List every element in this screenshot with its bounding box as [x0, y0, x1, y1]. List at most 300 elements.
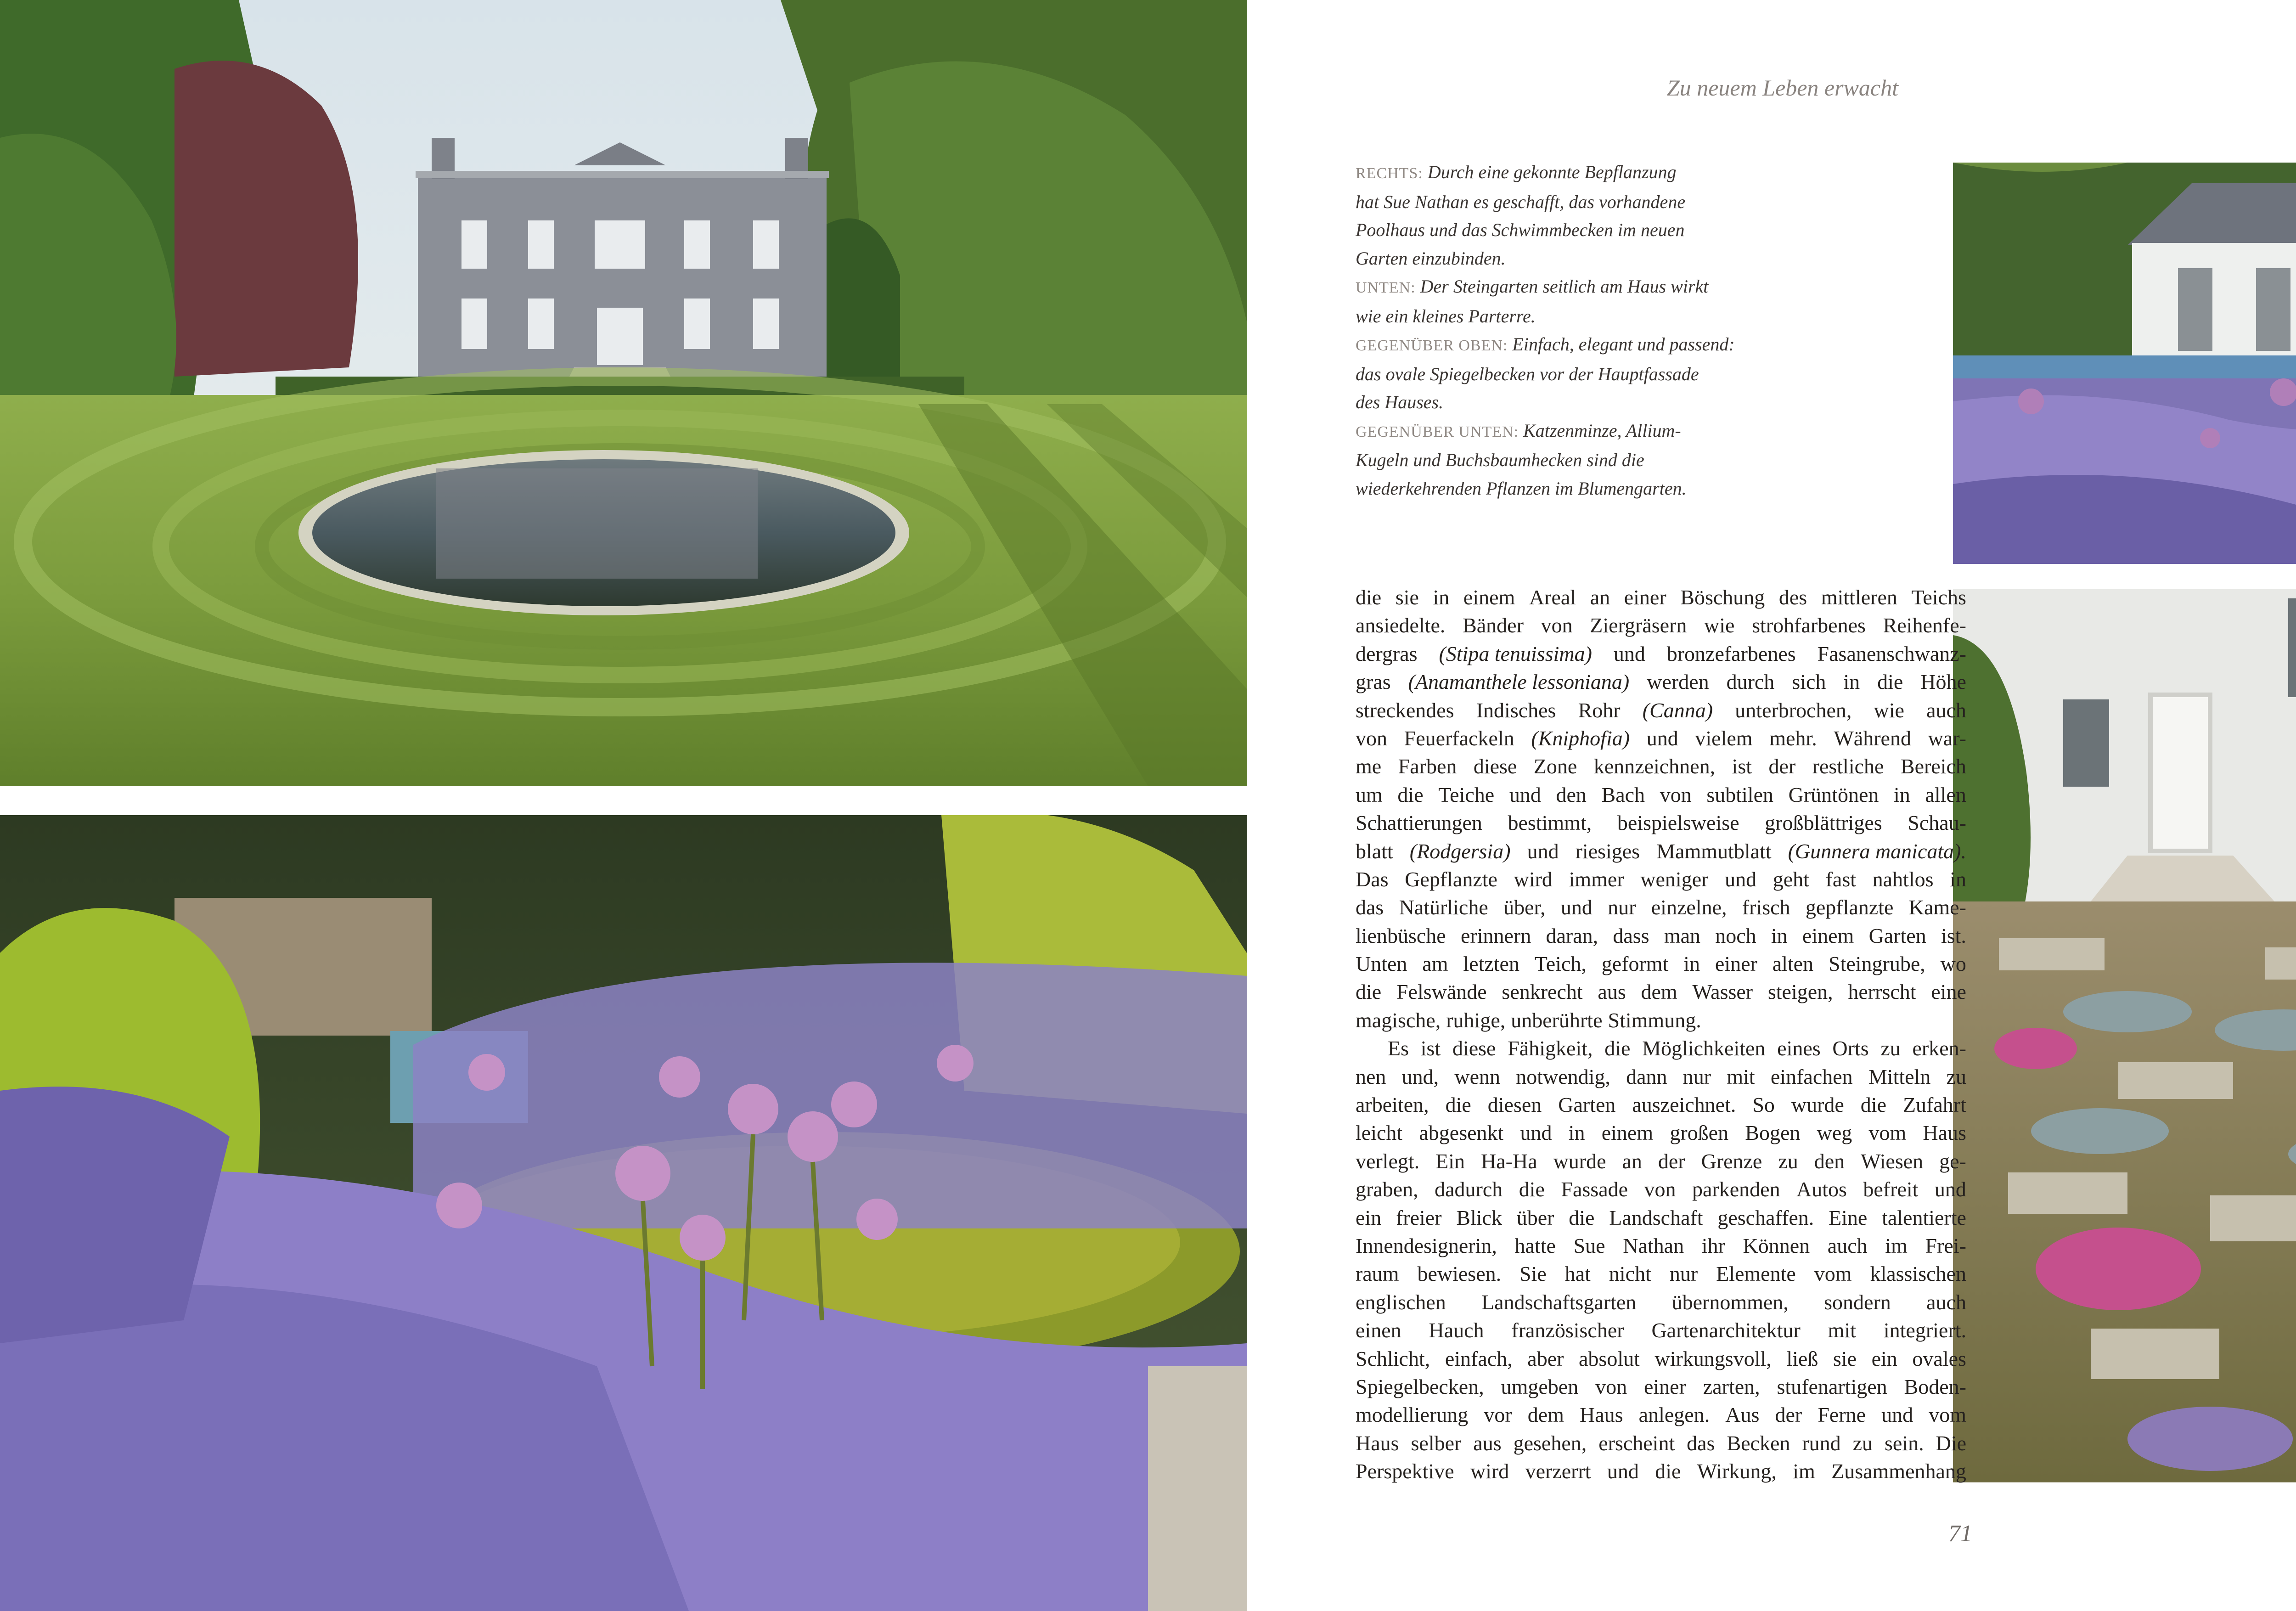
word: dann	[1626, 1065, 1667, 1088]
word: Boden-	[1904, 1374, 1966, 1398]
word: nen	[1356, 1065, 1386, 1088]
word: einzelne,	[1651, 896, 1727, 919]
word: einer	[1643, 1374, 1686, 1398]
word: zu	[1880, 1036, 1901, 1060]
word: beispielsweise	[1617, 811, 1739, 835]
word: von	[1644, 1177, 1676, 1201]
word: nur	[1669, 1262, 1698, 1286]
word: die	[1655, 1459, 1681, 1483]
word: (Canna)	[1642, 698, 1713, 722]
word: anlegen.	[1638, 1403, 1710, 1427]
word: Farben	[1398, 755, 1457, 778]
word: Nathan	[1623, 1234, 1684, 1257]
word: freier	[1396, 1205, 1442, 1229]
caption-line	[1356, 417, 1787, 446]
text-line	[1356, 781, 1966, 809]
word: riesiges	[1575, 839, 1640, 863]
word: Autos	[1796, 1177, 1847, 1201]
word: Möglichkeiten	[1642, 1036, 1766, 1060]
word: Wiesen	[1861, 1149, 1924, 1173]
word: klassischen	[1870, 1262, 1966, 1286]
text-line	[1356, 1175, 1966, 1203]
photo-captions	[1356, 158, 1787, 502]
word: Eine	[1829, 1205, 1868, 1229]
word: Indisches	[1476, 698, 1556, 722]
word: abgesenkt	[1419, 1121, 1504, 1145]
word: magische,	[1356, 1008, 1441, 1032]
text-line	[1356, 978, 1966, 1006]
word: zu	[1852, 1431, 1873, 1455]
word: rund	[1802, 1431, 1841, 1455]
word: geformt	[1601, 952, 1669, 976]
word: und	[1613, 642, 1645, 665]
word: erken-	[1912, 1036, 1966, 1060]
word: diese	[1452, 1036, 1496, 1060]
word: Ferne	[1818, 1403, 1866, 1427]
word: auch	[1827, 1234, 1868, 1257]
word: Zusammenhang	[1831, 1459, 1966, 1483]
word: Grenze	[1701, 1149, 1762, 1173]
word: Teich,	[1534, 952, 1587, 976]
word: einem	[1802, 924, 1854, 947]
word: von	[1595, 1374, 1627, 1398]
word: raum	[1356, 1262, 1399, 1286]
word: über	[1516, 1205, 1554, 1229]
word: Unten	[1356, 952, 1407, 976]
word: in	[1894, 783, 1910, 806]
word: unterbrochen,	[1735, 698, 1852, 722]
text-line	[1356, 1260, 1966, 1288]
caption-line	[1356, 474, 1787, 503]
word: Ein	[1435, 1149, 1465, 1173]
text-line	[1356, 1204, 1966, 1232]
word: mit	[1727, 1065, 1755, 1088]
word: sondern	[1824, 1290, 1891, 1314]
word: großblättriges	[1765, 811, 1882, 835]
word: die	[1356, 980, 1382, 1004]
word: ist	[1732, 755, 1752, 778]
word: vom	[1929, 1403, 1966, 1427]
word: Schau-	[1908, 811, 1966, 835]
word: weniger	[1640, 867, 1709, 891]
word: Mitteln	[1868, 1065, 1931, 1088]
word: fast	[1825, 867, 1856, 891]
word: einer	[1715, 952, 1757, 976]
word: geschaffen.	[1717, 1205, 1814, 1229]
word: und	[1725, 867, 1757, 891]
word: einfach,	[1445, 1346, 1513, 1370]
text-line	[1356, 1429, 1966, 1457]
word: großen	[1670, 1121, 1729, 1145]
text-line	[1356, 1316, 1966, 1344]
text-line	[1356, 1006, 1966, 1034]
word: ließ	[1786, 1346, 1818, 1370]
word: Felswände	[1396, 980, 1487, 1004]
word: selber	[1411, 1431, 1462, 1455]
word: nur	[1608, 896, 1636, 919]
word: Reihenfe-	[1883, 614, 1966, 637]
word: Blick	[1456, 1205, 1502, 1229]
word: Grüntönen	[1788, 783, 1879, 806]
word: herrscht	[1848, 980, 1916, 1004]
word: Innendesignerin,	[1356, 1234, 1497, 1257]
text-line	[1356, 950, 1966, 978]
page-number: 71	[1948, 1521, 1972, 1547]
word: englischen	[1356, 1290, 1446, 1314]
word: den	[1556, 783, 1587, 806]
word: Das	[1356, 867, 1389, 891]
word: weg	[1817, 1121, 1852, 1145]
word: immer	[1569, 867, 1624, 891]
word: ein	[1356, 1205, 1382, 1229]
caption-line	[1356, 272, 1787, 302]
word: ovales	[1912, 1346, 1966, 1370]
word: die	[1877, 670, 1903, 694]
text-line	[1356, 1091, 1966, 1119]
word: Bänder	[1463, 614, 1524, 637]
word: Mammutblatt	[1656, 839, 1772, 863]
word: (Stipa tenuissima)	[1439, 642, 1592, 665]
word: Ziergräsern	[1590, 614, 1687, 637]
word: wie	[1704, 614, 1735, 637]
word: diesen	[1487, 1093, 1542, 1117]
word: wie	[1874, 698, 1904, 722]
word: an	[1590, 586, 1610, 609]
caption-text: des Hauses.	[1356, 392, 1444, 412]
text-line	[1356, 668, 1966, 696]
word: und	[1560, 896, 1593, 919]
word: vom	[1868, 1121, 1907, 1145]
word: einer	[1624, 586, 1666, 609]
word: man	[1664, 924, 1701, 947]
word: streckendes	[1356, 698, 1454, 722]
caption-line	[1356, 446, 1787, 474]
caption-line	[1356, 330, 1787, 360]
word: aber	[1527, 1346, 1564, 1370]
word: Garten	[1558, 1093, 1616, 1117]
word: Zone	[1533, 755, 1577, 778]
text-line	[1356, 893, 1966, 921]
text-line	[1356, 1401, 1966, 1429]
word: von	[1660, 783, 1692, 806]
word: eine	[1931, 980, 1966, 1004]
word: Landschaft	[1609, 1205, 1703, 1229]
word: auch	[1926, 698, 1966, 722]
word: letzten	[1463, 952, 1519, 976]
word: bronzefarbenes	[1666, 642, 1796, 665]
word: gepflanzte	[1805, 896, 1894, 919]
word: Haus	[1356, 1431, 1399, 1455]
word: dergras	[1356, 642, 1418, 665]
word: französischer	[1511, 1318, 1624, 1342]
word: mittleren	[1821, 586, 1897, 609]
word: und	[1520, 1121, 1552, 1145]
word: Elemente	[1716, 1262, 1796, 1286]
word: Teichs	[1911, 586, 1966, 609]
text-line	[1356, 696, 1966, 724]
word: in	[1950, 867, 1966, 891]
caption-text: Katzenminze, Allium-	[1523, 420, 1681, 441]
word: Fassade	[1561, 1177, 1628, 1201]
word: frisch	[1742, 896, 1790, 919]
text-line	[1356, 1034, 1966, 1062]
word: vom	[1814, 1262, 1852, 1286]
text-line	[1356, 1457, 1966, 1485]
text-line	[1356, 1119, 1966, 1147]
caption-line	[1356, 388, 1787, 417]
text-line	[1356, 1373, 1966, 1401]
word: Die	[1936, 1431, 1966, 1455]
word: nur	[1683, 1065, 1711, 1088]
word: eines	[1777, 1036, 1821, 1060]
word: stufenartigen	[1777, 1374, 1887, 1398]
word: dass	[1613, 924, 1649, 947]
text-line	[1356, 1147, 1966, 1175]
word: wenn	[1454, 1065, 1500, 1088]
word: Bach	[1601, 783, 1645, 806]
word: subtilen	[1706, 783, 1773, 806]
text-line	[1356, 865, 1966, 893]
caption-text: Garten einzubinden.	[1356, 248, 1506, 269]
word: Ha-Ha	[1481, 1149, 1537, 1173]
text-line	[1356, 1232, 1966, 1260]
word: wurde	[1553, 1149, 1606, 1173]
caption-text: hat Sue Nathan es geschafft, das vorhandene	[1356, 191, 1686, 212]
word: graben,	[1356, 1177, 1418, 1201]
text-line	[1356, 1063, 1966, 1091]
word: umgeben	[1501, 1374, 1579, 1398]
word: noch	[1715, 924, 1756, 947]
word: werden	[1647, 670, 1709, 694]
word: Orts	[1832, 1036, 1869, 1060]
word: parkenden	[1692, 1177, 1780, 1201]
word: So	[1752, 1093, 1775, 1117]
word: Können	[1743, 1234, 1810, 1257]
word: Gepflanzte	[1405, 867, 1497, 891]
word: Böschung	[1680, 586, 1765, 609]
word: daran,	[1546, 924, 1598, 947]
word: das	[1687, 1431, 1715, 1455]
word: und	[1607, 1459, 1639, 1483]
text-line	[1356, 1345, 1966, 1373]
text-line	[1356, 837, 1966, 865]
caption-line	[1356, 158, 1787, 188]
word: Fasanenschwanz-	[1817, 642, 1966, 665]
word: von	[1541, 614, 1573, 637]
word: senkrecht	[1502, 980, 1583, 1004]
word: arbeiten,	[1356, 1093, 1429, 1117]
word: der	[1775, 1403, 1802, 1427]
word: ist	[1420, 1036, 1441, 1060]
word: (Gunnera manicata).	[1788, 839, 1966, 863]
word: restliche	[1812, 755, 1884, 778]
word: im	[1885, 1234, 1908, 1257]
caption-label: RECHTS:	[1356, 165, 1423, 182]
word: nicht	[1609, 1262, 1651, 1286]
word: integriert.	[1883, 1318, 1966, 1342]
word: me	[1356, 755, 1382, 778]
word: sie	[1395, 586, 1419, 609]
word: unberührte	[1511, 1008, 1603, 1032]
text-line	[1356, 724, 1966, 752]
word: (Anamanthele lessoniana)	[1408, 670, 1630, 694]
word: einem	[1601, 1121, 1654, 1145]
word: dadurch	[1435, 1177, 1503, 1201]
word: die	[1569, 1205, 1595, 1229]
word: (Kniphofia)	[1531, 726, 1630, 750]
photo-catmint-allium-garden	[0, 815, 1247, 1611]
word: sie	[1833, 1346, 1857, 1370]
word: auszeichnet.	[1632, 1093, 1736, 1117]
word: einen	[1356, 1318, 1401, 1342]
caption-label: UNTEN:	[1356, 279, 1416, 296]
word: Areal	[1529, 586, 1576, 609]
word: kennzeichnen,	[1593, 755, 1716, 778]
word: Stimmung.	[1608, 1008, 1701, 1032]
word: über,	[1503, 896, 1546, 919]
word: durch	[1726, 670, 1775, 694]
word: gras	[1356, 670, 1391, 694]
word: Rohr	[1578, 698, 1621, 722]
photo-rock-garden-parterre	[1953, 589, 2296, 1482]
word: die	[1397, 783, 1424, 806]
caption-text: das ovale Spiegelbecken vor der Hauptfassade	[1356, 363, 1699, 384]
word: ihr	[1701, 1234, 1725, 1257]
word: ein	[1871, 1346, 1897, 1370]
word: an	[1622, 1149, 1642, 1173]
word: aus	[1473, 1431, 1502, 1455]
word: Haus	[1923, 1121, 1966, 1145]
word: bestimmt,	[1508, 811, 1592, 835]
word: Frei-	[1925, 1234, 1966, 1257]
text-line	[1356, 809, 1966, 837]
caption-line	[1356, 244, 1787, 273]
word: den	[1814, 1149, 1845, 1173]
word: Feuerfackeln	[1404, 726, 1514, 750]
word: Während	[1834, 726, 1911, 750]
word: Spiegelbecken,	[1356, 1374, 1484, 1398]
word: Wasser	[1692, 980, 1753, 1004]
caption-text: wie ein kleines Parterre.	[1356, 305, 1536, 327]
word: Hauch	[1429, 1318, 1484, 1342]
word: am	[1422, 952, 1448, 976]
caption-text: Durch eine gekonnte Bepflanzung	[1427, 162, 1677, 182]
word: auch	[1926, 1290, 1966, 1314]
word: absolut	[1579, 1346, 1640, 1370]
caption-label: GEGENÜBER OBEN:	[1356, 337, 1508, 354]
word: dem	[1527, 1403, 1564, 1427]
word: wird	[1470, 1459, 1509, 1483]
caption-text: wiederkehrenden Pflanzen im Blumengarten.	[1356, 478, 1687, 499]
word: ist.	[1941, 924, 1966, 947]
word: talentierte	[1882, 1205, 1966, 1229]
caption-line	[1356, 188, 1787, 216]
word: Gartenarchitektur	[1651, 1318, 1801, 1342]
word: Es	[1388, 1036, 1409, 1060]
word: dem	[1641, 980, 1677, 1004]
word: Sue	[1573, 1234, 1605, 1257]
word: sein.	[1885, 1431, 1924, 1455]
word: leicht	[1356, 1121, 1403, 1145]
word: in	[1683, 952, 1700, 976]
word: diese	[1473, 755, 1517, 778]
word: im	[1793, 1459, 1815, 1483]
word: ge-	[1939, 1149, 1966, 1173]
word: Kame-	[1908, 896, 1966, 919]
word: aus	[1598, 980, 1626, 1004]
body-text	[1356, 583, 1966, 1486]
running-head: Zu neuem Leben erwacht	[1666, 75, 1898, 101]
word: Haus	[1580, 1403, 1623, 1427]
word: bewiesen.	[1417, 1262, 1502, 1286]
text-line	[1356, 752, 1966, 780]
word: Bereich	[1900, 755, 1966, 778]
word: Steingrube,	[1828, 952, 1925, 976]
word: Sie	[1519, 1262, 1547, 1286]
word: der	[1768, 755, 1796, 778]
caption-text: Poolhaus und das Schwimmbecken im neuen	[1356, 220, 1685, 240]
word: Wirkung,	[1697, 1459, 1777, 1483]
word: in	[1771, 924, 1788, 947]
word: Aus	[1725, 1403, 1760, 1427]
caption-line	[1356, 216, 1787, 244]
word: verzerrt	[1525, 1459, 1591, 1483]
word: Landschaftsgarten	[1481, 1290, 1637, 1314]
word: und	[1934, 1177, 1966, 1201]
photo-manor-house-oval-pond	[0, 0, 1247, 786]
text-line	[1356, 583, 1966, 611]
word: mit	[1828, 1318, 1857, 1342]
word: modellierung	[1356, 1403, 1469, 1427]
word: blatt	[1356, 839, 1393, 863]
word: und	[1881, 1403, 1913, 1427]
word: befreit	[1863, 1177, 1919, 1201]
text-line	[1356, 1288, 1966, 1316]
word: und	[1509, 783, 1541, 806]
word: Schattierungen	[1356, 811, 1482, 835]
word: einfachen	[1770, 1065, 1853, 1088]
word: die	[1604, 1036, 1631, 1060]
word: die	[1519, 1177, 1545, 1201]
word: vor	[1484, 1403, 1512, 1427]
word: wo	[1940, 952, 1966, 976]
word: hat	[1564, 1262, 1591, 1286]
word: der	[1658, 1149, 1685, 1173]
word: zu	[1778, 1149, 1798, 1173]
word: war-	[1928, 726, 1966, 750]
caption-text: Kugeln und Buchsbaumhecken sind die	[1356, 450, 1644, 470]
word: und,	[1401, 1065, 1439, 1088]
word: in	[1568, 1121, 1585, 1145]
word: steigen,	[1767, 980, 1833, 1004]
word: Perspektive	[1356, 1459, 1454, 1483]
caption-line	[1356, 302, 1787, 331]
text-line	[1356, 640, 1966, 668]
word: und	[1527, 839, 1559, 863]
caption-line	[1356, 360, 1787, 389]
word: alten	[1772, 952, 1814, 976]
word: hatte	[1514, 1234, 1556, 1257]
word: Garten	[1868, 924, 1926, 947]
word: des	[1778, 586, 1807, 609]
word: übernommen,	[1671, 1290, 1789, 1314]
word: einem	[1463, 586, 1515, 609]
word: geht	[1773, 867, 1809, 891]
word: Fähigkeit,	[1508, 1036, 1593, 1060]
word: erinnern	[1460, 924, 1531, 947]
word: gesehen,	[1513, 1431, 1587, 1455]
word: ansiedelte.	[1356, 614, 1446, 637]
